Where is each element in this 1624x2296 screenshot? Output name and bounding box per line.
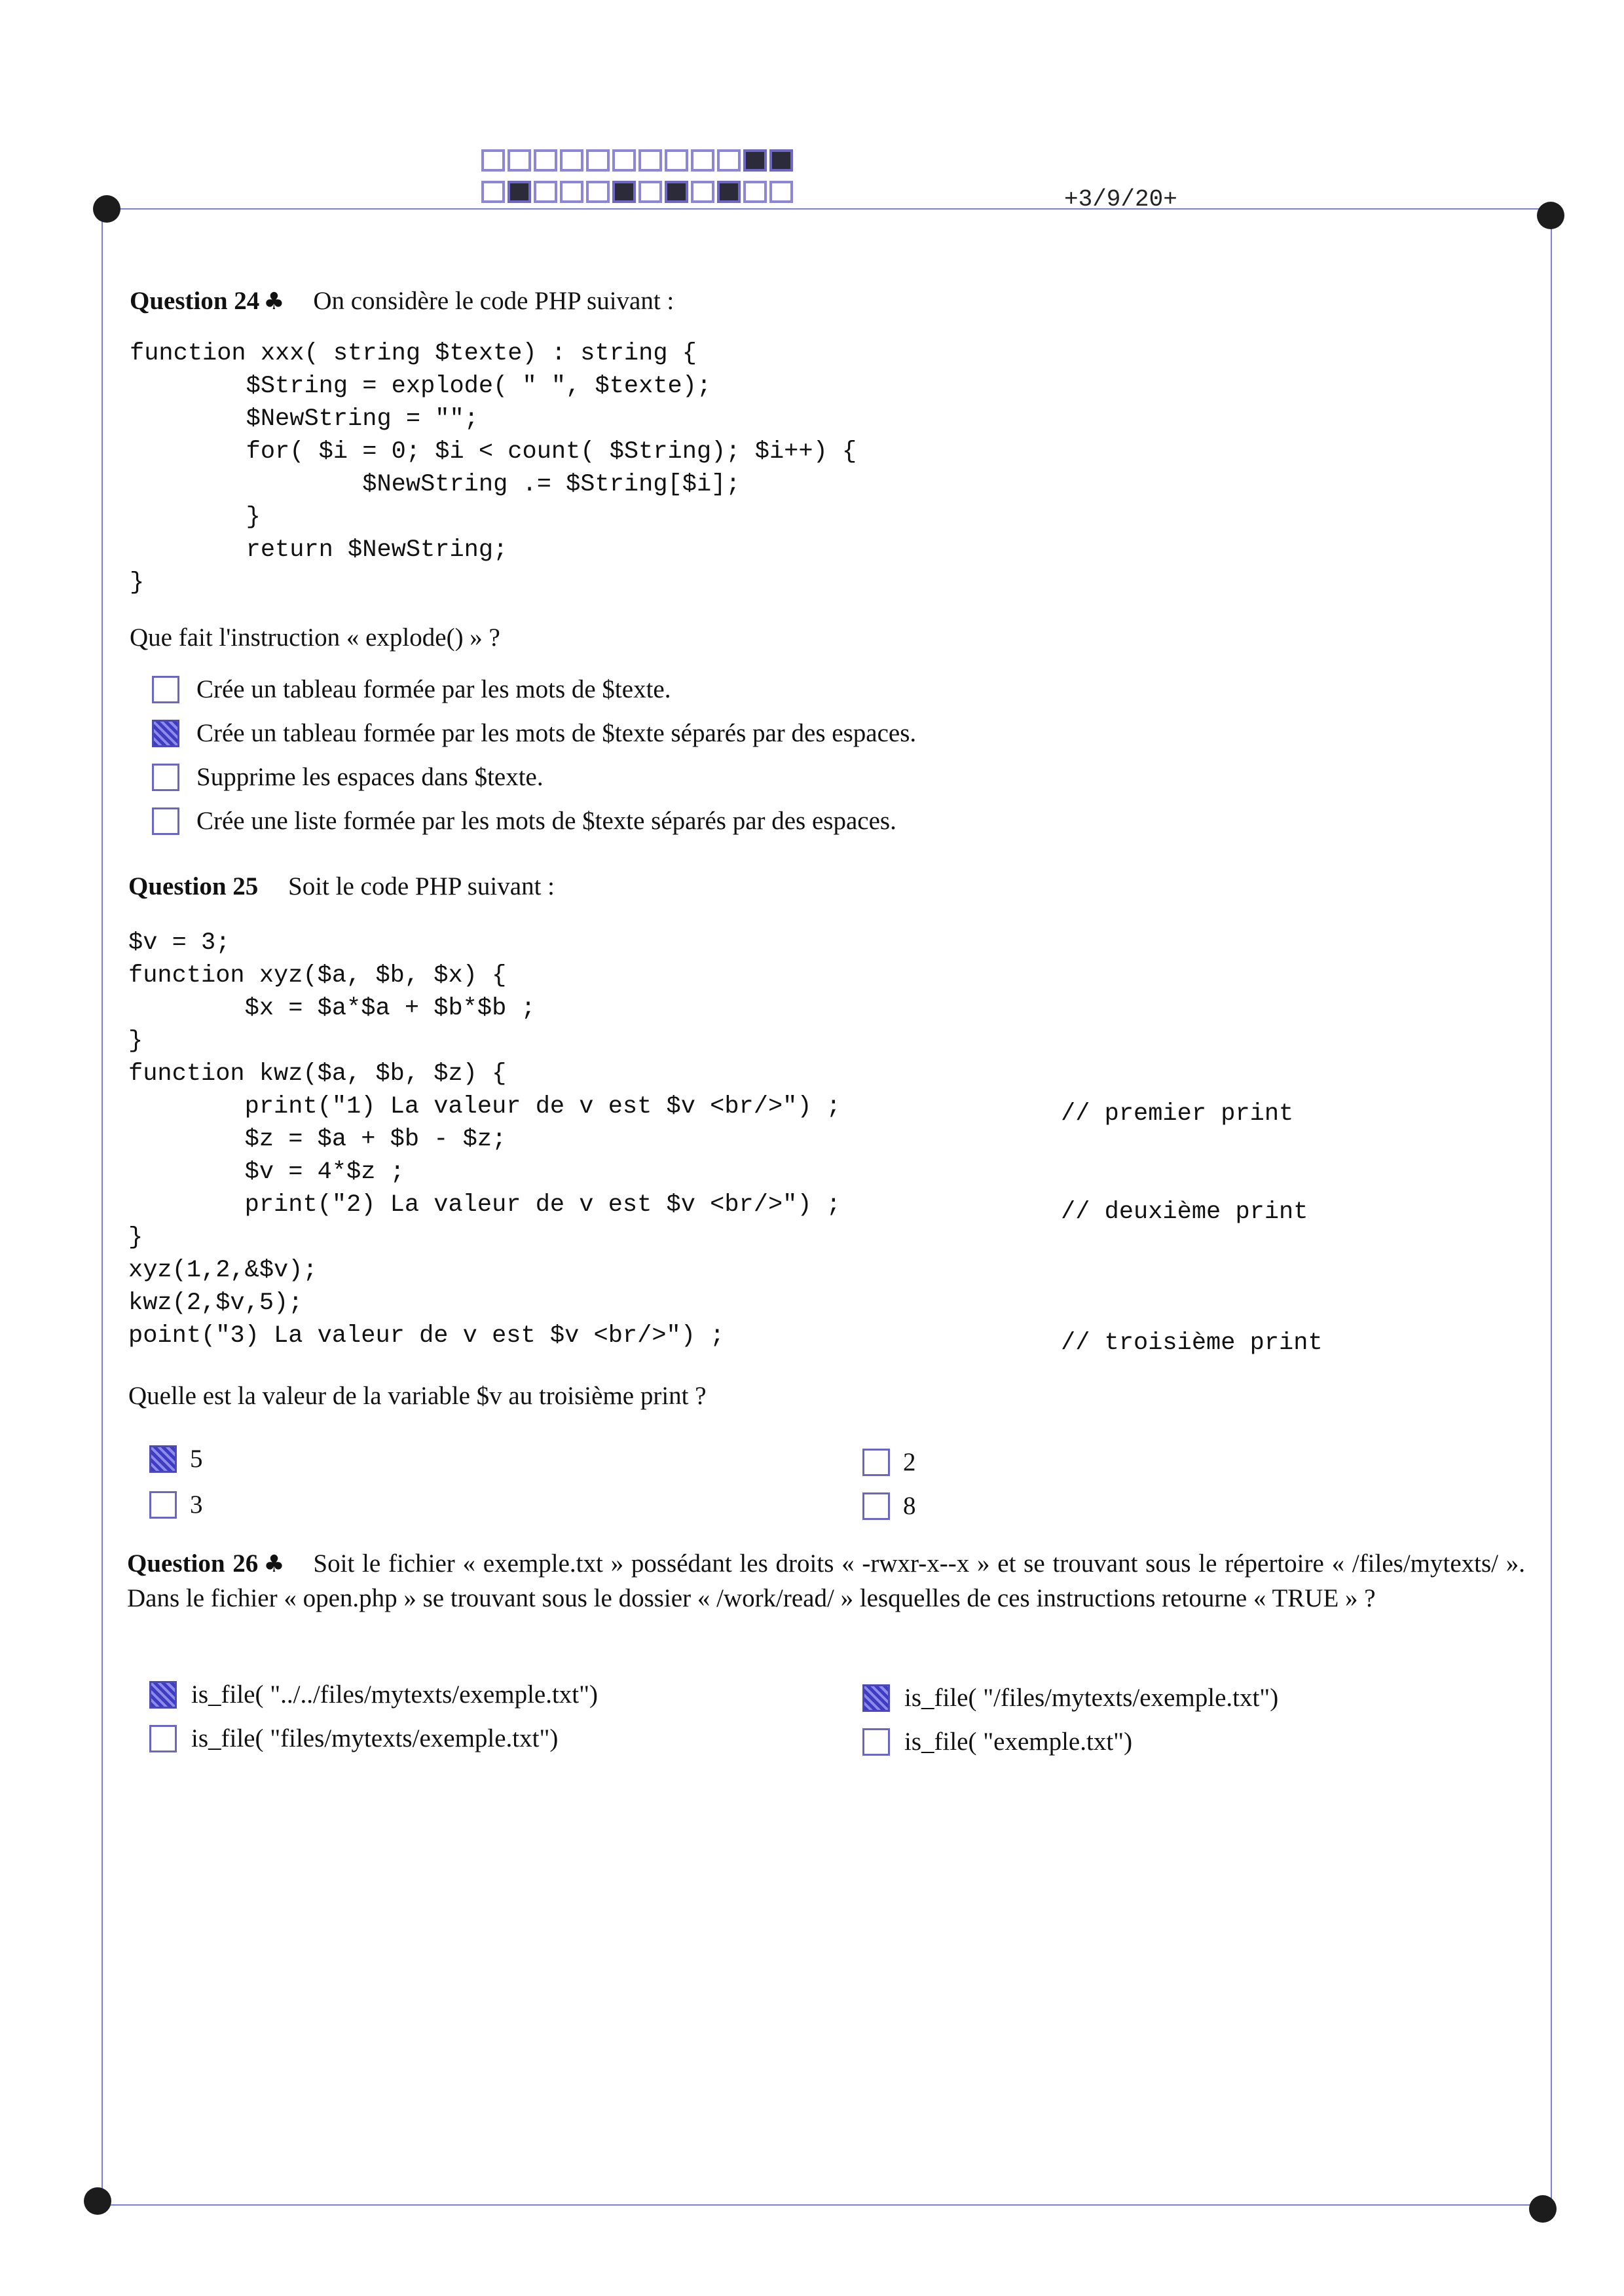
- id-box: [743, 181, 767, 203]
- page-code: +3/9/20+: [1064, 186, 1177, 213]
- id-box: [769, 149, 793, 172]
- checkbox[interactable]: [149, 1445, 177, 1473]
- answer-text: 3: [190, 1491, 203, 1519]
- id-box: [612, 149, 636, 172]
- code-comment: // deuxième print: [1061, 1198, 1308, 1226]
- answer-text: Crée un tableau formée par les mots de $texte séparés par des espaces.: [196, 719, 917, 747]
- question-25-header: [128, 871, 555, 902]
- question-label: Question 25: [128, 872, 259, 900]
- id-box: [586, 149, 610, 172]
- answer-text: 2: [903, 1448, 916, 1476]
- id-box: [560, 181, 583, 203]
- checkbox[interactable]: [152, 764, 179, 791]
- id-box: [586, 181, 610, 203]
- question-26-text: [127, 1547, 1525, 1616]
- code-comment: // premier print: [1061, 1100, 1294, 1128]
- answer-option[interactable]: [149, 1724, 558, 1753]
- id-box: [665, 181, 688, 203]
- id-box: [507, 181, 531, 203]
- id-box: [638, 181, 662, 203]
- code-block-24: function xxx( string $texte) : string { $String = explode( " ", $texte); $NewString = ""; for( $i = 0; $i < count( $String); $i++) { $NewString .= $String[$i]; } return $NewString; }: [130, 340, 857, 597]
- answer-text: is_file( "../../files/mytexts/exemple.txt"): [191, 1680, 599, 1709]
- answer-text: Crée un tableau formée par les mots de $texte.: [196, 675, 671, 703]
- id-box: [665, 149, 688, 172]
- id-box: [560, 149, 583, 172]
- id-box: [534, 181, 557, 203]
- answer-option[interactable]: [152, 762, 544, 792]
- id-box: [481, 149, 505, 172]
- answer-option[interactable]: [862, 1727, 1132, 1756]
- checkbox[interactable]: [862, 1449, 890, 1476]
- code-block-25: $v = 3; function xyz($a, $b, $x) { $x = $a*$a + $b*$b ; } function kwz($a, $b, $z) { print("1) La valeur de v est $v <br/>") ; $z = $a + $b - $z; $v = 4*$z ; print("2) La valeur de v est $v <br/>") ; } xyz(1,2,&$v); kwz(2,$v,5); point("3) La valeur de v est $v <br/>") ;: [128, 929, 841, 1350]
- corner-mark-bottom-left: [84, 2187, 111, 2215]
- answer-text: is_file( "files/mytexts/exemple.txt"): [191, 1724, 559, 1752]
- id-box: [481, 181, 505, 203]
- answer-option[interactable]: [862, 1447, 916, 1477]
- answer-text: 8: [903, 1492, 916, 1520]
- checkbox[interactable]: [149, 1491, 177, 1519]
- answer-text: Supprime les espaces dans $texte.: [196, 763, 544, 791]
- answer-text: is_file( "/files/mytexts/exemple.txt"): [904, 1684, 1279, 1712]
- id-box: [691, 149, 714, 172]
- student-id-boxes-row-1: [481, 149, 793, 172]
- id-box: [612, 181, 636, 203]
- id-box: [534, 149, 557, 172]
- question-24-prompt: Que fait l'instruction « explode() » ?: [130, 623, 500, 652]
- answer-option[interactable]: [862, 1683, 1278, 1713]
- answer-text: 5: [190, 1445, 203, 1473]
- id-box: [691, 181, 714, 203]
- id-box: [717, 149, 741, 172]
- question-intro: On considère le code PHP suivant :: [313, 287, 674, 315]
- club-icon: ♣: [263, 288, 285, 315]
- checkbox[interactable]: [152, 676, 179, 703]
- answer-option[interactable]: [152, 806, 896, 836]
- answer-option[interactable]: [152, 675, 671, 704]
- answer-option[interactable]: [149, 1490, 203, 1519]
- question-intro: Soit le code PHP suivant :: [288, 872, 555, 900]
- corner-mark-top-left: [93, 195, 120, 223]
- question-label: Question 24: [130, 287, 260, 315]
- question-label: Question 26: [127, 1549, 259, 1578]
- checkbox[interactable]: [149, 1725, 177, 1752]
- answer-text: is_file( "exemple.txt"): [904, 1728, 1133, 1756]
- answer-text: Crée une liste formée par les mots de $texte séparés par des espaces.: [196, 807, 896, 835]
- answer-option[interactable]: [862, 1491, 916, 1521]
- checkbox[interactable]: [149, 1681, 177, 1709]
- checkbox[interactable]: [152, 807, 179, 835]
- question-24-header: [130, 286, 674, 318]
- checkbox[interactable]: [152, 720, 179, 747]
- question-body: Soit le fichier « exemple.txt » possédant les droits « -rwxr-x--x » et se trouvant sous le répertoire « /files/mytexts/ ». Dans le fichier « open.php » se trouvant sous le dossier « /work/read/ » lesquelles de ces instructions retourne « TRUE » ?: [127, 1549, 1526, 1612]
- checkbox[interactable]: [862, 1492, 890, 1520]
- question-25-prompt: Quelle est la valeur de la variable $v au troisième print ?: [128, 1382, 707, 1410]
- id-box: [638, 149, 662, 172]
- id-box: [507, 149, 531, 172]
- id-box: [717, 181, 741, 203]
- answer-option[interactable]: [152, 718, 916, 748]
- student-id-boxes-row-2: [481, 181, 793, 203]
- corner-mark-top-right: [1537, 202, 1564, 229]
- answer-option[interactable]: [149, 1444, 203, 1473]
- checkbox[interactable]: [862, 1684, 890, 1712]
- id-box: [743, 149, 767, 172]
- checkbox[interactable]: [862, 1728, 890, 1756]
- id-box: [769, 181, 793, 203]
- corner-mark-bottom-right: [1529, 2195, 1557, 2223]
- club-icon: ♣: [262, 1551, 286, 1578]
- answer-option[interactable]: [149, 1680, 598, 1709]
- code-comment: // troisième print: [1061, 1329, 1323, 1357]
